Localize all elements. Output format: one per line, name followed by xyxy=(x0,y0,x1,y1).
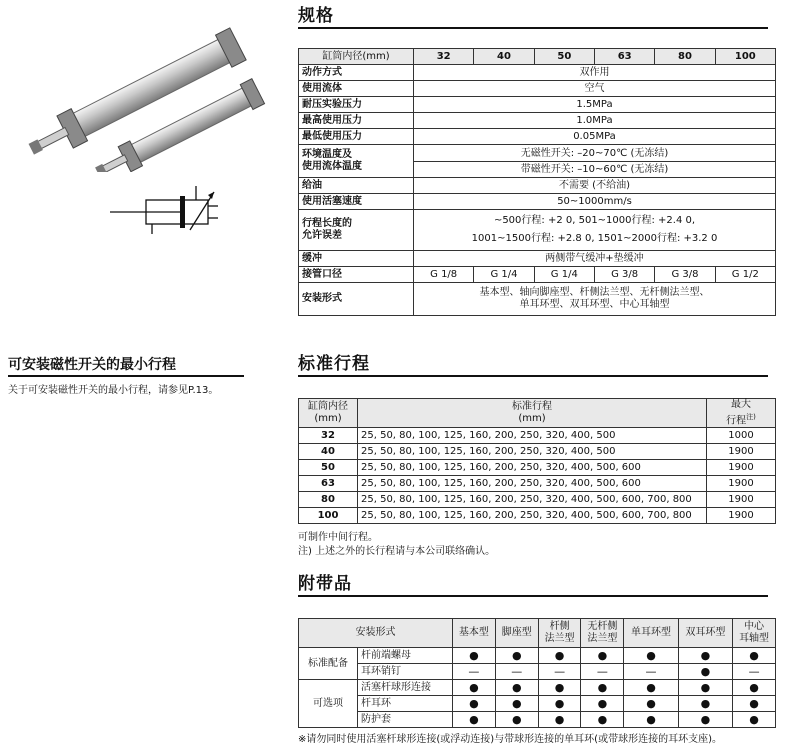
accessory-section-title: 附带品 xyxy=(298,574,768,597)
stroke-header-max-note: 注) xyxy=(746,413,756,421)
mark: ● xyxy=(453,712,496,728)
col-label: 法兰型 xyxy=(544,633,575,644)
value-tolerance-line1: ~500行程: +2 0, 501~1000行程: +2.4 0, xyxy=(493,215,696,226)
value-proof: 1.5MPa xyxy=(414,97,776,113)
col-label: 杆侧 xyxy=(549,621,570,632)
mark: ● xyxy=(733,680,776,696)
value-tolerance xyxy=(414,210,776,251)
value-mounting xyxy=(414,283,776,316)
spec-row-min-pressure xyxy=(299,129,776,145)
port-32: G 1/8 xyxy=(414,267,474,283)
stroke-header-bore-line1: 缸筒内径 xyxy=(308,401,348,413)
bore-63: 63 xyxy=(594,49,654,65)
mark: ● xyxy=(581,680,624,696)
stroke-header-bore xyxy=(299,399,358,428)
mark: ● xyxy=(581,712,624,728)
mark: ● xyxy=(495,648,538,664)
bore-50: 50 xyxy=(534,49,594,65)
stroke-table xyxy=(298,398,776,524)
mark: ● xyxy=(453,648,496,664)
mark: ● xyxy=(678,712,732,728)
stroke-max: 1900 xyxy=(707,476,776,492)
stroke-row-40 xyxy=(299,444,776,460)
stroke-header-bore-line2: (mm) xyxy=(314,413,342,425)
accessory-col-basic xyxy=(453,619,496,648)
mark: ● xyxy=(733,712,776,728)
value-min-pressure: 0.05MPa xyxy=(414,129,776,145)
label-min-pressure: 最低使用压力 xyxy=(299,129,414,145)
stroke-header-std-line1: 标准行程 xyxy=(512,401,552,413)
mark: ● xyxy=(678,696,732,712)
group-option: 可选项 xyxy=(299,680,358,728)
value-lubrication: 不需要 (不给油) xyxy=(414,178,776,194)
value-speed: 50~1000mm/s xyxy=(414,194,776,210)
mark: ● xyxy=(624,648,678,664)
mark: — xyxy=(453,664,496,680)
stroke-bore: 80 xyxy=(299,492,358,508)
spec-row-action xyxy=(299,65,776,81)
label-temperature-line1: 环境温度及 xyxy=(302,149,352,160)
stroke-note-2: 注) 上述之外的长行程请与本公司联络确认。 xyxy=(298,546,496,557)
stroke-row-32 xyxy=(299,428,776,444)
mark: ● xyxy=(538,696,581,712)
bore-80: 80 xyxy=(655,49,715,65)
stroke-header-max xyxy=(707,399,776,428)
bore-header: 缸筒内径(mm) xyxy=(299,49,414,65)
accessory-name: 活塞杆球形连接 xyxy=(358,680,453,696)
stroke-header-row xyxy=(299,399,776,428)
stroke-list: 25, 50, 80, 100, 125, 160, 200, 250, 320, 400, 500, 600, 700, 800 xyxy=(358,492,707,508)
mark: ● xyxy=(581,696,624,712)
label-mounting: 安装形式 xyxy=(299,283,414,316)
port-63: G 3/8 xyxy=(594,267,654,283)
accessory-table xyxy=(298,618,776,728)
bore-32: 32 xyxy=(414,49,474,65)
mark: — xyxy=(538,664,581,680)
stroke-note-1: 可制作中间行程。 xyxy=(298,532,378,543)
value-temperature-line1: 无磁性开关: –20~70℃ (无冻结) xyxy=(414,146,775,162)
bore-100: 100 xyxy=(715,49,775,65)
label-tolerance-line1: 行程长度的 xyxy=(302,218,352,229)
stroke-header-std xyxy=(358,399,707,428)
col-label: 双耳环型 xyxy=(685,627,726,638)
accessory-col-double-clevis xyxy=(678,619,732,648)
stroke-row-80 xyxy=(299,492,776,508)
stroke-row-100 xyxy=(299,508,776,524)
label-tolerance xyxy=(299,210,414,251)
mark: ● xyxy=(733,648,776,664)
label-port: 接管口径 xyxy=(299,267,414,283)
value-mounting-line2: 单耳环型、双耳环型、中心耳轴型 xyxy=(519,299,670,310)
mark: ● xyxy=(624,680,678,696)
value-cushion: 两侧带气缓冲+垫缓冲 xyxy=(414,251,776,267)
accessory-header-mount: 安装形式 xyxy=(299,619,453,648)
label-max-pressure: 最高使用压力 xyxy=(299,113,414,129)
label-temperature-line2: 使用流体温度 xyxy=(302,161,362,172)
stroke-max: 1000 xyxy=(707,428,776,444)
accessory-row-boot xyxy=(299,712,776,728)
col-label: 脚座型 xyxy=(501,627,532,638)
mark: ● xyxy=(678,664,732,680)
label-temperature xyxy=(299,145,414,178)
mark: ● xyxy=(453,696,496,712)
magnet-switch-min-stroke-title: 可安装磁性开关的最小行程 xyxy=(8,356,244,377)
accessory-col-trunnion xyxy=(733,619,776,648)
stroke-max: 1900 xyxy=(707,460,776,476)
col-label: 单耳环型 xyxy=(631,627,672,638)
accessory-row-ball-joint xyxy=(299,680,776,696)
label-cushion: 缓冲 xyxy=(299,251,414,267)
accessory-col-foot xyxy=(495,619,538,648)
spec-row-speed xyxy=(299,194,776,210)
spec-row-temperature xyxy=(299,145,776,178)
stroke-header-std-line2: (mm) xyxy=(518,413,546,425)
stroke-max: 1900 xyxy=(707,444,776,460)
value-temperature-line2: 带磁性开关: –10~60℃ (无冻结) xyxy=(520,163,669,175)
value-fluid: 空气 xyxy=(414,81,776,97)
label-proof: 耐压实验压力 xyxy=(299,97,414,113)
spec-header-row xyxy=(299,49,776,65)
spec-row-port xyxy=(299,267,776,283)
mark: ● xyxy=(624,696,678,712)
stroke-list: 25, 50, 80, 100, 125, 160, 200, 250, 320, 400, 500, 600, 700, 800 xyxy=(358,508,707,524)
accessory-footnote: ※请勿同时使用活塞杆球形连接(或浮动连接)与带球形连接的单耳环(或带球形连接的耳环支座)。 xyxy=(298,734,722,745)
stroke-header-max-line2 xyxy=(710,411,772,427)
port-80: G 3/8 xyxy=(655,267,715,283)
accessory-row-clevis-pin xyxy=(299,664,776,680)
spec-row-fluid xyxy=(299,81,776,97)
stroke-section-title: 标准行程 xyxy=(298,354,768,377)
mark: ● xyxy=(453,680,496,696)
group-standard: 标准配备 xyxy=(299,648,358,680)
mark: ● xyxy=(538,680,581,696)
stroke-list: 25, 50, 80, 100, 125, 160, 200, 250, 320, 400, 500 xyxy=(358,428,707,444)
stroke-row-63 xyxy=(299,476,776,492)
spec-row-lubrication xyxy=(299,178,776,194)
mark: ● xyxy=(678,648,732,664)
accessory-header-row xyxy=(299,619,776,648)
value-temperature xyxy=(414,145,776,178)
accessory-row-rod-clevis xyxy=(299,696,776,712)
mark: ● xyxy=(495,696,538,712)
stroke-list: 25, 50, 80, 100, 125, 160, 200, 250, 320, 400, 500 xyxy=(358,444,707,460)
mark: — xyxy=(733,664,776,680)
magnet-switch-min-stroke-note: 关于可安装磁性开关的最小行程，请参见P.13。 xyxy=(8,385,219,396)
label-action: 动作方式 xyxy=(299,65,414,81)
mark: ● xyxy=(678,680,732,696)
stroke-bore: 63 xyxy=(299,476,358,492)
value-mounting-line1: 基本型、轴向脚座型、杆侧法兰型、无杆侧法兰型、 xyxy=(479,287,710,298)
stroke-bore: 100 xyxy=(299,508,358,524)
stroke-list: 25, 50, 80, 100, 125, 160, 200, 250, 320, 400, 500, 600 xyxy=(358,476,707,492)
accessory-name: 防护套 xyxy=(358,712,453,728)
spec-row-mounting xyxy=(299,283,776,316)
label-lubrication: 给油 xyxy=(299,178,414,194)
col-label: 耳轴型 xyxy=(739,633,770,644)
accessory-col-head-flange xyxy=(581,619,624,648)
mark: ● xyxy=(495,680,538,696)
stroke-list: 25, 50, 80, 100, 125, 160, 200, 250, 320, 400, 500, 600 xyxy=(358,460,707,476)
mark: ● xyxy=(624,712,678,728)
stroke-bore: 50 xyxy=(299,460,358,476)
value-tolerance-line2: 1001~1500行程: +2.8 0, 1501~2000行程: +3.2 0 xyxy=(471,233,718,244)
spec-row-max-pressure xyxy=(299,113,776,129)
spec-section-title: 规格 xyxy=(298,6,768,29)
accessory-name: 杆耳环 xyxy=(358,696,453,712)
accessory-col-rod-flange xyxy=(538,619,581,648)
accessory-name: 耳环销钉 xyxy=(358,664,453,680)
spec-table xyxy=(298,48,776,316)
accessory-row-rod-nut xyxy=(299,648,776,664)
mark: — xyxy=(624,664,678,680)
mark: ● xyxy=(581,648,624,664)
label-tolerance-line2: 允许误差 xyxy=(302,230,342,241)
label-speed: 使用活塞速度 xyxy=(299,194,414,210)
mark: ● xyxy=(538,712,581,728)
mark: — xyxy=(495,664,538,680)
mark: ● xyxy=(733,696,776,712)
spec-row-proof xyxy=(299,97,776,113)
value-max-pressure: 1.0MPa xyxy=(414,113,776,129)
spec-row-tolerance xyxy=(299,210,776,251)
stroke-bore: 40 xyxy=(299,444,358,460)
product-photo xyxy=(8,22,293,172)
stroke-row-50 xyxy=(299,460,776,476)
accessory-col-single-clevis xyxy=(624,619,678,648)
label-fluid: 使用流体 xyxy=(299,81,414,97)
mark: — xyxy=(581,664,624,680)
stroke-header-max-word: 行程 xyxy=(726,415,747,427)
port-100: G 1/2 xyxy=(715,267,775,283)
mark: ● xyxy=(495,712,538,728)
cylinder-symbol-diagram xyxy=(110,186,235,246)
port-40: G 1/4 xyxy=(474,267,534,283)
accessory-name: 杆前端螺母 xyxy=(358,648,453,664)
stroke-header-max-line1: 最大 xyxy=(731,399,751,410)
stroke-max: 1900 xyxy=(707,492,776,508)
bore-40: 40 xyxy=(474,49,534,65)
stroke-bore: 32 xyxy=(299,428,358,444)
port-50: G 1/4 xyxy=(534,267,594,283)
col-label: 法兰型 xyxy=(587,633,618,644)
col-label: 无杆侧 xyxy=(587,621,618,632)
col-label: 基本型 xyxy=(458,627,489,638)
value-action: 双作用 xyxy=(414,65,776,81)
stroke-max: 1900 xyxy=(707,508,776,524)
spec-row-cushion xyxy=(299,251,776,267)
col-label: 中心 xyxy=(744,621,765,632)
mark: ● xyxy=(538,648,581,664)
